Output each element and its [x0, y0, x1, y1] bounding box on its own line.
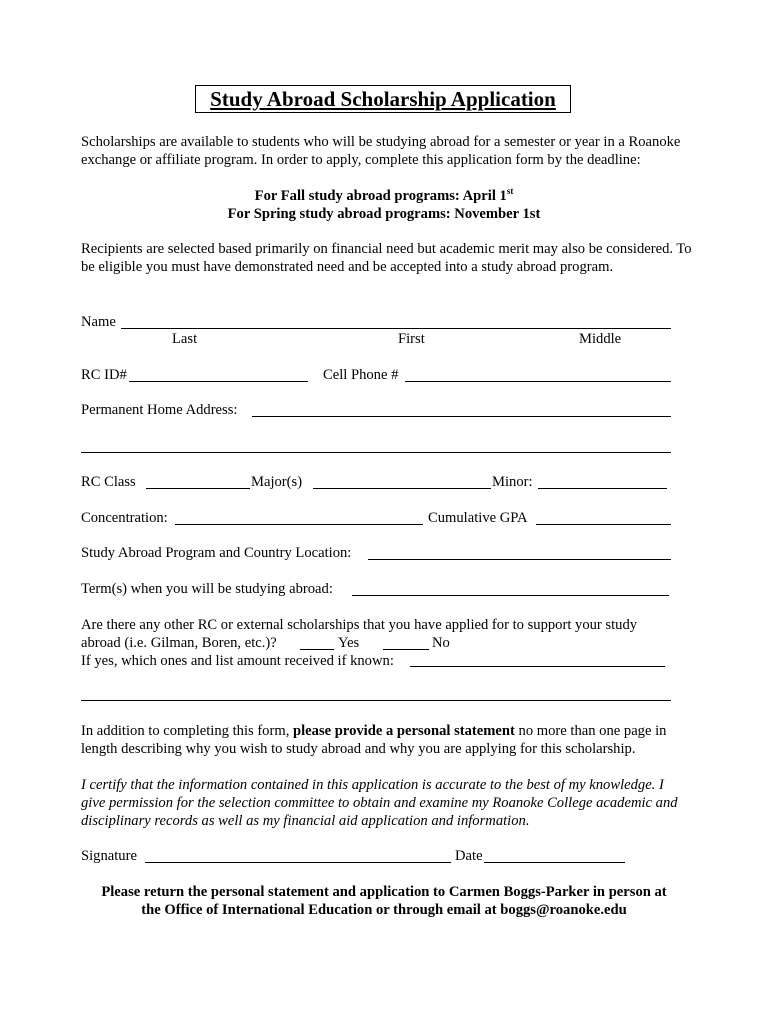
statement-bold: please provide a personal statement: [293, 723, 515, 739]
no-field[interactable]: [383, 649, 429, 650]
signature-label: Signature: [81, 848, 137, 864]
if-yes-field-line2[interactable]: [81, 700, 671, 701]
other-scholarships-question-line1: Are there any other RC or external scholarships that you have applied for to support your study: [81, 617, 638, 633]
term-field[interactable]: [352, 595, 669, 596]
statement-pre: In addition to completing this form,: [81, 723, 293, 739]
cell-phone-field[interactable]: [405, 381, 671, 382]
gpa-label: Cumulative GPA: [428, 510, 528, 526]
address-label: Permanent Home Address:: [81, 402, 238, 418]
name-last-caption: Last: [172, 331, 198, 347]
term-label: Term(s) when you will be studying abroad:: [81, 581, 333, 597]
recipients-paragraph: Recipients are selected based primarily on financial need but academic merit may also be considered. To be eligible you must have demonstrated need and be accepted into a study abroad program.: [81, 241, 692, 275]
if-yes-field-line1[interactable]: [410, 666, 665, 667]
signature-field[interactable]: [145, 862, 451, 863]
page-title: Study Abroad Scholarship Application: [195, 85, 571, 113]
concentration-field[interactable]: [175, 524, 423, 525]
deadline-fall-text: For Fall study abroad programs: April 1: [254, 188, 507, 204]
yes-label: Yes: [338, 635, 360, 651]
rc-class-label: RC Class: [81, 474, 136, 490]
deadline-fall: [81, 187, 687, 205]
program-label: Study Abroad Program and Country Location:: [81, 545, 352, 561]
if-yes-label: If yes, which ones and list amount received if known:: [81, 653, 394, 669]
deadline-spring: For Spring study abroad programs: November 1st: [227, 206, 541, 222]
address-field-line2[interactable]: [81, 452, 671, 453]
return-instructions-line2: the Office of International Education or through email at boggs@roanoke.edu: [141, 902, 627, 918]
certification-paragraph: I certify that the information contained in this application is accurate to the best of my knowledge. I give permission for the selection committee to obtain and examine my Roanoke College academic and disciplinary records as well as my financial aid application and information.: [81, 777, 678, 829]
program-field[interactable]: [368, 559, 671, 560]
rc-id-field[interactable]: [129, 381, 308, 382]
name-middle-caption: Middle: [579, 331, 622, 347]
intro-paragraph: Scholarships are available to students who will be studying abroad for a semester or year in a Roanoke exchange or affiliate program. In order to apply, complete this application form by the deadline:: [81, 134, 681, 168]
date-label: Date: [455, 848, 483, 864]
gpa-field[interactable]: [536, 524, 671, 525]
date-field[interactable]: [484, 862, 625, 863]
no-label: No: [432, 635, 450, 651]
rc-id-label: RC ID#: [81, 367, 127, 383]
statement-post: no more than one page in length describing why you wish to study abroad and why you are applying for this scholarship.: [81, 723, 667, 757]
major-field[interactable]: [313, 488, 491, 489]
name-first-caption: First: [398, 331, 425, 347]
deadline-fall-sup: st: [506, 186, 514, 197]
minor-label: Minor:: [492, 474, 533, 490]
yes-field[interactable]: [300, 649, 334, 650]
concentration-label: Concentration:: [81, 510, 168, 526]
major-label: Major(s): [251, 474, 303, 490]
other-scholarships-question-line2: abroad (i.e. Gilman, Boren, etc.)?: [81, 635, 277, 651]
cell-phone-label: Cell Phone #: [323, 367, 399, 383]
address-field-line1[interactable]: [252, 416, 671, 417]
rc-class-field[interactable]: [146, 488, 250, 489]
personal-statement-paragraph: [81, 722, 693, 758]
name-field[interactable]: [121, 328, 671, 329]
minor-field[interactable]: [538, 488, 667, 489]
name-label: Name: [81, 314, 116, 330]
return-instructions-line1: Please return the personal statement and application to Carmen Boggs-Parker in person at: [101, 884, 667, 900]
